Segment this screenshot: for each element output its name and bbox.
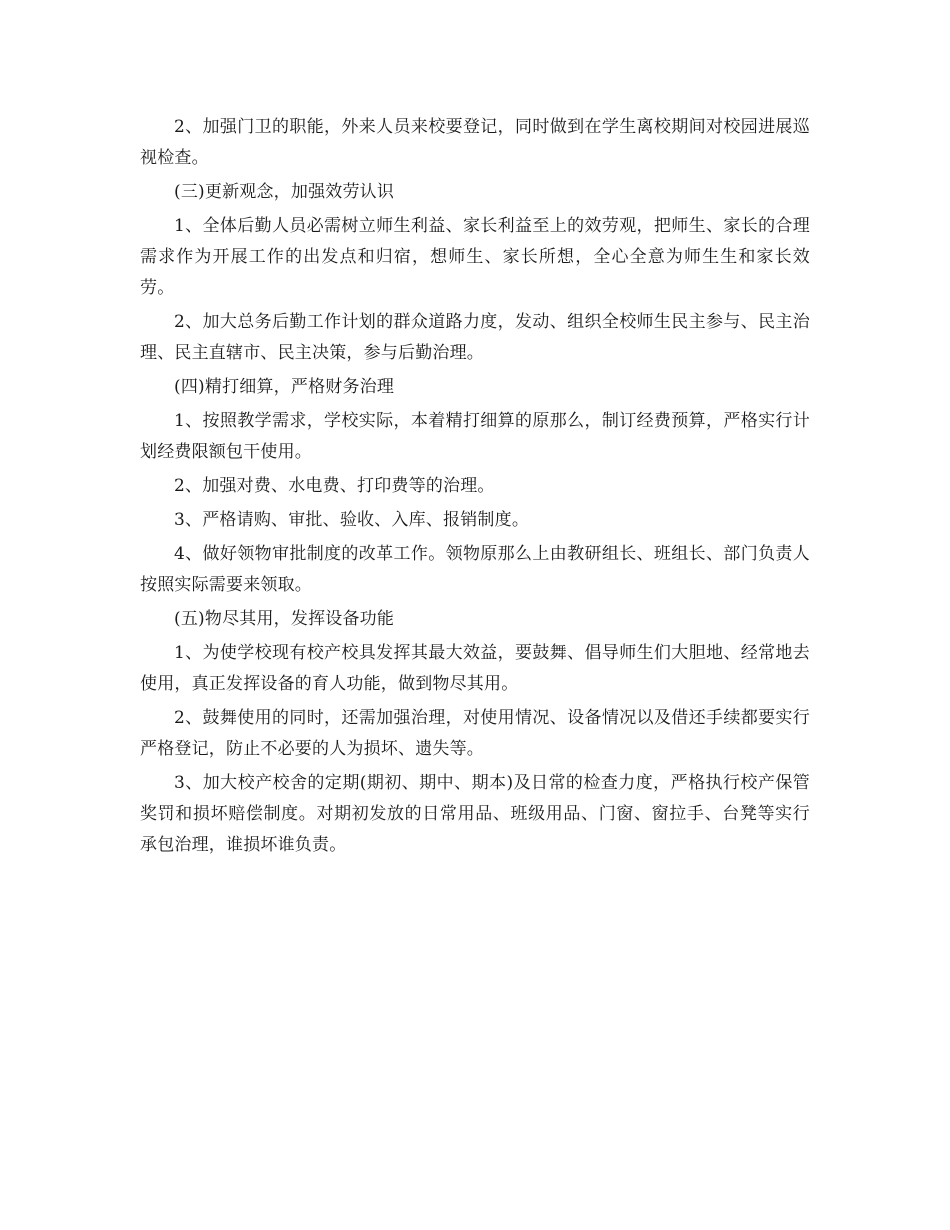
paragraph-requisition: 4、做好领物审批制度的改革工作。领物原那么上由教研组长、班组长、部门负责人按照实际需要来领取。 <box>140 544 810 595</box>
paragraph-procurement: 3、严格请购、审批、验收、入库、报销制度。 <box>174 510 530 530</box>
section-heading-5: (五)物尽其用，发挥设备功能 <box>174 609 395 629</box>
paragraph-budget: 1、按照教学需求，学校实际，本着精打细算的原那么，制订经费预算，严格实行计划经费限额包干使用。 <box>140 411 810 462</box>
paragraph-mass-line: 2、加大总务后勤工作计划的群众道路力度，发动、组织全校师生民主参与、民主治理、民主直辖市、民主决策，参与后勤治理。 <box>140 312 810 363</box>
document-body <box>140 112 810 864</box>
paragraph-service-view: 1、全体后勤人员必需树立师生利益、家长利益至上的效劳观，把师生、家长的合理需求作为开展工作的出发点和归宿，想师生、家长所想，全心全意为师生生和家长效劳。 <box>140 216 810 298</box>
paragraph-inspection: 3、加大校产校舍的定期(期初、期中、期本)及日常的检查力度，严格执行校产保管奖罚和损坏赔偿制度。对期初发放的日常用品、班级用品、门窗、窗拉手、台凳等实行承包治理，谁损坏谁负责。 <box>140 773 810 855</box>
section-heading-3: (三)更新观念，加强效劳认识 <box>174 182 395 202</box>
paragraph-equipment-management: 2、鼓舞使用的同时，还需加强治理，对使用情况、设备情况以及借还手续都要实行严格登记，防止不必要的人为损坏、遗失等。 <box>140 708 810 759</box>
paragraph-gatekeeper: 2、加强门卫的职能，外来人员来校要登记，同时做到在学生离校期间对校园进展巡视检查。 <box>140 117 810 168</box>
paragraph-equipment-use: 1、为使学校现有校产校具发挥其最大效益，要鼓舞、倡导师生们大胆地、经常地去使用，真正发挥设备的育人功能，做到物尽其用。 <box>140 643 810 694</box>
paragraph-fees: 2、加强对费、水电费、打印费等的治理。 <box>174 476 495 496</box>
section-heading-4: (四)精打细算，严格财务治理 <box>174 377 395 397</box>
